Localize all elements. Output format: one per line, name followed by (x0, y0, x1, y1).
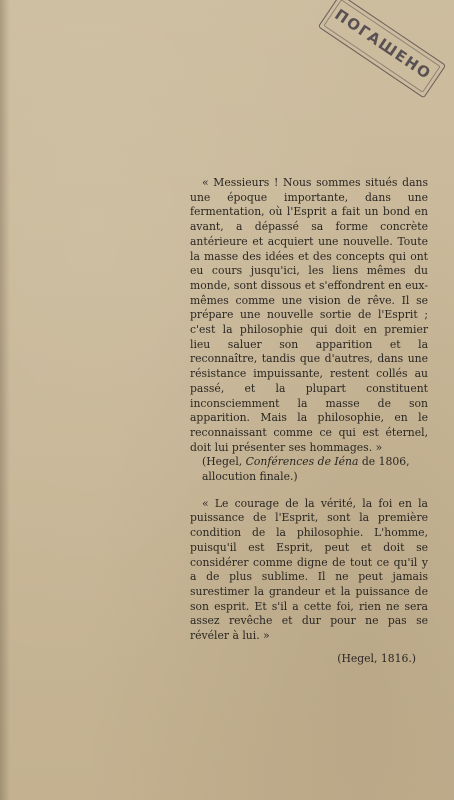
epigraph-quote-2: « Le courage de la vérité, la foi en la puissance de l'Esprit, sont la première condition de la philosophie. L'homme, puisqu'il est Esprit, peut et doit se considérer comme digne de tout ce qu'il y a de plus sublime. Il ne peut jamais surestimer la grandeur et la puissance de son esprit. Et s'il a cette foi, rien ne sera assez revêche et dur pour ne pas se révéler à lui. » (190, 496, 428, 643)
page-edge-shadow (0, 0, 10, 800)
epigraph-quote-1: « Messieurs ! Nous sommes situés dans une époque importante, dans une fermentation, où l'Esprit a fait un bond en avant, a dépassé sa forme concrète antérieure et acquiert une nouvelle. Toute la masse des idées et des concepts qui ont eu cours jusqu'ici, les liens mêmes du monde, sont dissous et s'effondrent en eux-mêmes comme une vision de rêve. Il se prépare une nouvelle sortie de l'Esprit ; c'est la philosophie qui doit en premier lieu saluer son apparition et la reconnaître, tandis que d'autres, dans une résistance impuissante, restent collés au passé, et la plupart constituent inconsciemment la masse de son apparition. Mais la philosophie, en le reconnaissant comme ce qui est éternel, doit lui présenter ses hommages. » (190, 176, 428, 454)
citation-1-title: Conférences de Iéna (245, 455, 359, 469)
cancelled-stamp (318, 0, 446, 98)
epigraph-citation-2: (Hegel, 1816.) (337, 651, 416, 665)
stamp-text: ПОГАШЕНО (331, 5, 435, 84)
citation-1-suffix: de 1806, allocution finale.) (202, 455, 410, 484)
citation-1-prefix: (Hegel, (202, 455, 246, 469)
epigraph-block (190, 176, 428, 667)
epigraph-citation-1 (190, 455, 428, 484)
